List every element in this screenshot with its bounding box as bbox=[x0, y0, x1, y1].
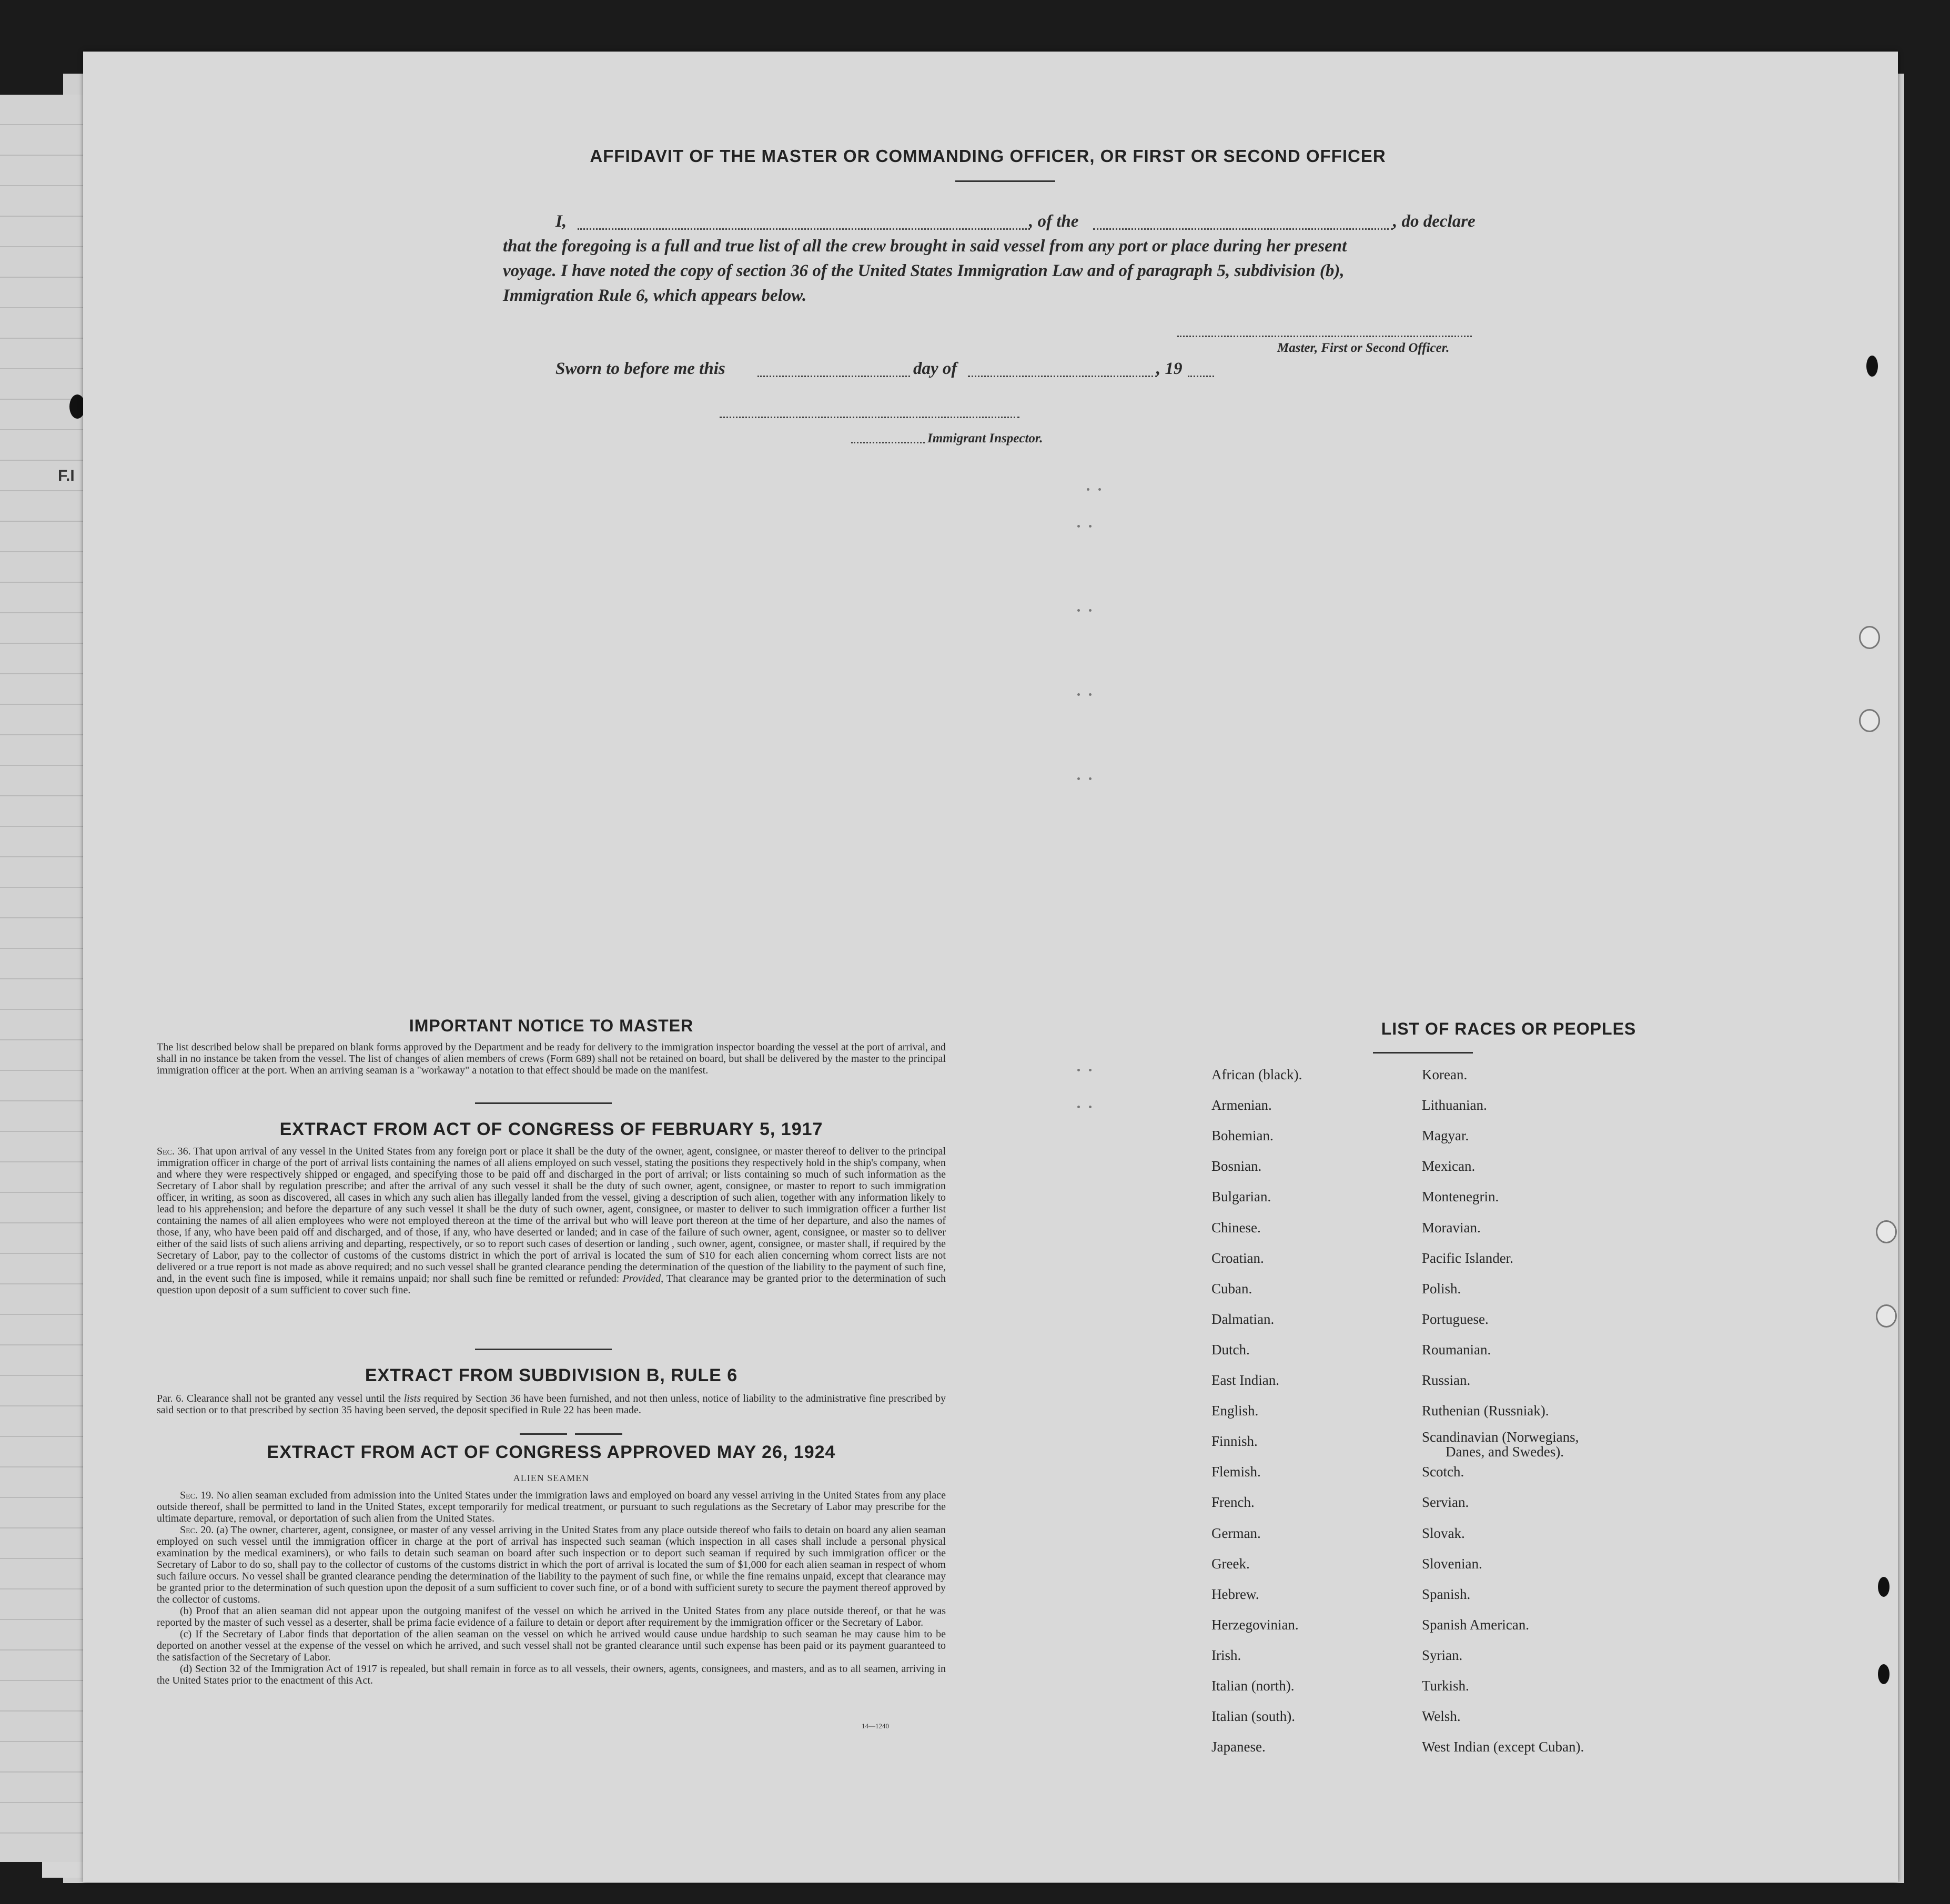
affidavit-i: I, bbox=[555, 212, 567, 231]
race-item: Hebrew. bbox=[1211, 1586, 1259, 1602]
race-item: Turkish. bbox=[1422, 1678, 1469, 1694]
race-item: Montenegrin. bbox=[1422, 1189, 1499, 1205]
race-item: Armenian. bbox=[1211, 1097, 1272, 1113]
tick-mark bbox=[1087, 488, 1089, 491]
binder-hole bbox=[1876, 1220, 1897, 1243]
race-item: Slovenian. bbox=[1422, 1555, 1482, 1572]
race-item: Russian. bbox=[1422, 1372, 1471, 1388]
race-item: Pacific Islander. bbox=[1422, 1250, 1513, 1266]
affidavit-line: Immigration Rule 6, which appears below. bbox=[503, 286, 807, 305]
binder-hole bbox=[1876, 1304, 1897, 1328]
section-divider bbox=[520, 1433, 567, 1435]
extract-1917-body-a: That upon arrival of any vessel in the United States from any foreign port or place it shall be the duty of the owner, agent, consignee, or master thereof to deliver to the principal immigration officer in charge of the port of arrival lists containing the names of all aliens employed on such vessel, stating the positions they respectively hold in the ship's company, when and where they were respectively shipped or engaged, and specifying those to be paid off and discharged in the port of arrival; or lists containing so much of such information as the Secretary of Labor shall by regulation prescribe; and after the arrival of any such vessel it shall be the duty of such owner, agent, consignee, or master to report to such immigration officer, in writing, as soon as discovered, all cases in which any such alien has illegally landed from the vessel, giving a description of such alien, together with any information likely to lead to his apprehension; and before the departure of any such vessel it shall be the duty of such owner, agent, consignee, or master to deliver to such immigration officer a further list containing the names of all alien employees who were not employed thereon at the time of the arrival but who will leave port thereon at the time of her departure, and also the names of those, if any, who have been paid off and discharged, and of those, if any, who have deserted or landed; and in case of the failure of such owner, agent, consignee, or master so to deliver either of the said lists of such aliens arriving and departing, respectively, or so to report such cases of desertion or landing , such owner, agent, consignee, or master shall, if required by the Secretary of Labor, pay to the collector of customs of the customs district in which the port of arrival is located the sum of $10 for each alien concerning whom correct lists are not delivered or a true report is not made as above required; and no such vessel shall be granted clearance pending the determination of the question of the liability to the payment of such fine, and, in the event such fine is imposed, while it remains unpaid; nor shall such fine be remitted or refunded: bbox=[157, 1146, 946, 1284]
tick-mark bbox=[1077, 525, 1080, 528]
tick-mark bbox=[1089, 609, 1092, 612]
race-item: African (black). bbox=[1211, 1067, 1302, 1082]
binder-hole bbox=[1866, 356, 1878, 377]
binder-hole bbox=[1878, 1577, 1890, 1597]
race-item: Croatian. bbox=[1211, 1250, 1264, 1266]
race-item: Flemish. bbox=[1211, 1464, 1261, 1480]
race-item: Bosnian. bbox=[1211, 1158, 1262, 1174]
title-underline bbox=[1373, 1052, 1473, 1054]
race-item: Magyar. bbox=[1422, 1128, 1469, 1144]
lists-italic: lists bbox=[403, 1393, 421, 1404]
race-item: Servian. bbox=[1422, 1494, 1469, 1511]
sworn-year: , 19 bbox=[1156, 359, 1183, 378]
tick-mark bbox=[1089, 525, 1092, 528]
race-item: Roumanian. bbox=[1422, 1341, 1491, 1358]
tick-mark bbox=[1089, 777, 1092, 780]
race-item: Greek. bbox=[1211, 1555, 1250, 1572]
sworn-date-blank[interactable] bbox=[757, 376, 910, 377]
affidavit-line: voyage. I have noted the copy of section 36 of the United States Immigration Law and of paragraph 5, subdivision (b), bbox=[503, 261, 1345, 280]
race-item: Bohemian. bbox=[1211, 1128, 1274, 1144]
race-item: Ruthenian (Russniak). bbox=[1422, 1403, 1549, 1419]
affidavit-declare: , do declare bbox=[1393, 212, 1476, 231]
section-label: Sec. 19. bbox=[180, 1490, 214, 1501]
tick-mark bbox=[1077, 609, 1080, 612]
extract-1917-title: EXTRACT FROM ACT OF CONGRESS OF FEBRUARY 5, 1917 bbox=[279, 1119, 823, 1139]
race-item: Spanish. bbox=[1422, 1586, 1471, 1602]
binder-hole bbox=[1859, 626, 1880, 649]
race-item: Italian (north). bbox=[1211, 1678, 1295, 1694]
race-item: German. bbox=[1211, 1525, 1261, 1541]
notice-title: IMPORTANT NOTICE TO MASTER bbox=[409, 1016, 694, 1035]
race-item: Syrian. bbox=[1422, 1647, 1463, 1663]
inspector-signature-line[interactable] bbox=[720, 417, 1019, 418]
tick-mark bbox=[1089, 693, 1092, 696]
race-item: Italian (south). bbox=[1211, 1708, 1295, 1725]
race-item: Spanish American. bbox=[1422, 1616, 1529, 1633]
extract-rule6-title: EXTRACT FROM SUBDIVISION B, RULE 6 bbox=[365, 1365, 738, 1385]
extract-rule6-text bbox=[157, 1393, 946, 1416]
tick-mark bbox=[1077, 1069, 1080, 1071]
races-title: LIST OF RACES OR PEOPLES bbox=[1381, 1019, 1636, 1038]
sec20a-paragraph bbox=[157, 1524, 946, 1605]
section-label: Sec. 36. bbox=[157, 1146, 191, 1157]
tick-mark bbox=[1077, 693, 1080, 696]
race-item: Bulgarian. bbox=[1211, 1189, 1271, 1205]
margin-mark: F.I bbox=[58, 467, 75, 484]
race-item: Irish. bbox=[1211, 1647, 1241, 1663]
affidavit-of-the: , of the bbox=[1029, 212, 1079, 231]
vessel-blank[interactable] bbox=[1093, 228, 1393, 230]
tick-mark bbox=[1077, 1106, 1080, 1108]
sec19-paragraph bbox=[157, 1490, 946, 1524]
section-divider bbox=[475, 1349, 612, 1350]
inspector-label: Immigrant Inspector. bbox=[927, 431, 1043, 445]
race-item: Finnish. bbox=[1211, 1433, 1258, 1450]
sec20d-paragraph: (d) Section 32 of the Immigration Act of 1917 is repealed, but shall remain in force as to all vessels, their owners, agents, consignees, and masters, and as to all seamen, arriving in the United States prior to the enactment of this Act. bbox=[157, 1663, 946, 1686]
race-item: West Indian (except Cuban). bbox=[1422, 1739, 1584, 1755]
sworn-year-blank[interactable] bbox=[1188, 376, 1214, 377]
race-item: French. bbox=[1211, 1494, 1255, 1511]
race-item: Slovak. bbox=[1422, 1525, 1465, 1541]
sworn-month-blank[interactable] bbox=[968, 376, 1157, 377]
race-item: Chinese. bbox=[1211, 1219, 1261, 1235]
race-item: East Indian. bbox=[1211, 1372, 1279, 1388]
sec19-body: No alien seaman excluded from admission into the United States under the immigration laws and employed on board any vessel arriving in the United States from any place outside thereof, shall be permitted to land in the United States, except temporarily for medical treatment, or pursuant to such regulations as the Secretary of Labor may prescribe for the ultimate departure, removal, or deportation of such alien from the United States. bbox=[157, 1490, 946, 1524]
race-item: Herzegovinian. bbox=[1211, 1616, 1299, 1633]
form-number: 14—1240 bbox=[862, 1722, 889, 1730]
master-signature-label: Master, First or Second Officer. bbox=[1277, 341, 1450, 355]
race-item: English. bbox=[1211, 1403, 1259, 1419]
tick-mark bbox=[1089, 1069, 1092, 1071]
race-item: Polish. bbox=[1422, 1280, 1461, 1297]
tick-mark bbox=[1077, 777, 1080, 780]
affidavit-line: that the foregoing is a full and true list of all the crew brought in said vessel from any port or place during her present bbox=[503, 237, 1347, 256]
race-item: Welsh. bbox=[1422, 1708, 1461, 1725]
sec20b-paragraph: (b) Proof that an alien seaman did not appear upon the outgoing manifest of the vessel on which he arrived in the United States from any place outside thereof, or that he was reported by the master of such vessel as a deserter, shall be prima facie evidence of a failure to detain or deport after requirement by the immigration officer or the Secretary of Labor. bbox=[157, 1605, 946, 1628]
tick-mark bbox=[1089, 1106, 1092, 1108]
extract-1917-body-b: That clearance may be granted prior to the determination of such question upon deposit of a sum sufficient to cover such fine. bbox=[157, 1273, 946, 1296]
race-item: Cuban. bbox=[1211, 1280, 1252, 1297]
race-item: Moravian. bbox=[1422, 1219, 1481, 1235]
race-item: Dutch. bbox=[1211, 1341, 1250, 1358]
underlying-ruled-sheet bbox=[0, 95, 84, 1862]
sec20a-body: (a) The owner, charterer, agent, consignee, or master of any vessel arriving in the United States from any place outside thereof who fails to detain on board any alien seaman employed on such vessel until the immigration officer in charge at the port of arrival has inspected such seaman (which inspection in all cases shall include a personal physical examination by the medical examiners), or who fails to detain such seaman on board after such inspection or to deport such seaman if required by such immigration officer or the Secretary of Labor to do so, shall pay to the collector of customs of the customs district in which the port of arrival is located the sum of $1,000 for each alien seaman in respect of whom such failure occurs. No vessel shall be granted clearance pending the determination of the liability to the payment of such fine, or while the fine remains unpaid, except that clearance may be granted prior to the determination of such question upon the deposit of a sum sufficient to cover such fine, or of a bond with sufficient surety to secure the payment thereof approved by the collector of customs. bbox=[157, 1524, 946, 1605]
race-item: Dalmatian. bbox=[1211, 1311, 1275, 1327]
inspector-dots bbox=[851, 442, 925, 443]
section-divider bbox=[475, 1102, 612, 1104]
race-item: Japanese. bbox=[1211, 1739, 1266, 1755]
binder-hole bbox=[1859, 709, 1880, 732]
affidavit-title: AFFIDAVIT OF THE MASTER OR COMMANDING OFFICER, OR FIRST OR SECOND OFFICER bbox=[590, 146, 1386, 166]
extract-1924-text bbox=[157, 1490, 946, 1686]
extract-1924-subtitle: ALIEN SEAMEN bbox=[513, 1473, 590, 1483]
sec20c-paragraph: (c) If the Secretary of Labor finds that deportation of the alien seaman on the vessel on which he arrived would cause undue hardship to such seaman he may cause him to be deported on another vessel at the expense of the vessel on which he arrived, and such vessel shall not be granted clearance until such expense has been paid or its payment guaranteed to the satisfaction of the Secretary of Labor. bbox=[157, 1628, 946, 1663]
race-item: Lithuanian. bbox=[1422, 1097, 1487, 1113]
master-signature-line[interactable] bbox=[1177, 336, 1472, 337]
title-underline bbox=[955, 180, 1055, 182]
sworn-prefix: Sworn to before me this bbox=[555, 359, 725, 378]
binder-hole bbox=[1878, 1664, 1890, 1684]
race-item: Scandinavian (Norwegians, bbox=[1422, 1429, 1579, 1445]
notice-text: The list described below shall be prepared on blank forms approved by the Department and be ready for delivery to the immigration inspector boarding the vessel at the port of arrival, and shall in no instance be taken from the vessel. The list of changes of alien members of crews (Form 689) shall not be retained on board, but shall be delivered by the master to the principal immigration officer at the port. When an arriving seaman is a "workaway" a notation to that effect should be made on the manifest. bbox=[157, 1041, 946, 1076]
race-item: Portuguese. bbox=[1422, 1311, 1489, 1327]
tick-mark bbox=[1098, 488, 1101, 491]
race-item: Korean. bbox=[1422, 1067, 1468, 1082]
sworn-day: day of bbox=[913, 359, 957, 378]
race-item-continuation: Danes, and Swedes). bbox=[1446, 1444, 1564, 1460]
extract-1924-title: EXTRACT FROM ACT OF CONGRESS APPROVED MAY 26, 1924 bbox=[267, 1442, 836, 1462]
section-divider bbox=[575, 1433, 622, 1435]
section-label: Sec. 20. bbox=[180, 1524, 214, 1536]
race-item: Scotch. bbox=[1422, 1464, 1464, 1480]
race-item: Mexican. bbox=[1422, 1158, 1476, 1174]
name-blank[interactable] bbox=[578, 228, 1030, 230]
rule6-body-a: Par. 6. Clearance shall not be granted any vessel until the bbox=[157, 1393, 401, 1404]
rule6-body-b: required by Section 36 have been furnished, and not then unless, notice of liability to the administrative fine prescribed by said section or to that prescribed by section 35 having been served, the deposit specified in Rule 22 has been made. bbox=[157, 1393, 946, 1416]
manifest-page bbox=[83, 52, 1898, 1882]
provided-italic: Provided, bbox=[622, 1273, 664, 1284]
extract-1917-text bbox=[157, 1146, 946, 1296]
